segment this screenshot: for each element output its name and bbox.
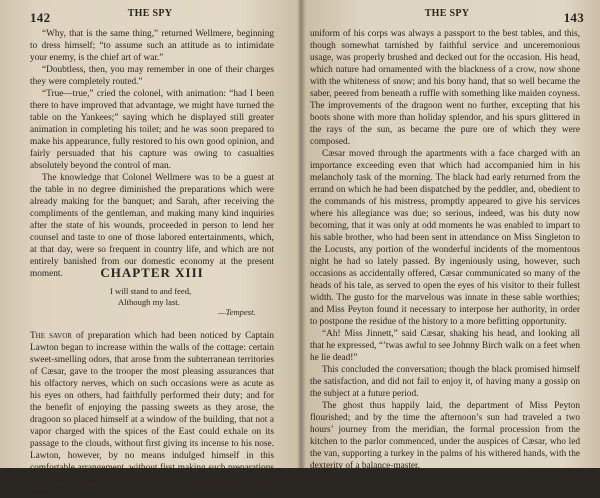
- epigraph-attribution: —Tempest.: [218, 307, 256, 317]
- paragraph-body: of preparation which had been noticed by Captain Lawton began to increase within the walls of the cottage: certain sweet-smelling odors, that arose from the subterranean territories of Cæsar, gave to the trooper the most pleasing assurances that his olfactory nerves, which on such occasions were as acute as his eyes on others, had faithfully performed their duty; and for the benefit of enjoying the passing sweets as they arose, the dragoon so placed himself at a window of the building, that not a vapor charged with the spices of the East could exhale on its passage to the clouds, without first giving its incense to his nose. Lawton, however, by no means indulged himself in this comfortable arrangement, without first making such preparations to do meet honor to the feast, as his scanty wardrobe would allow. The: [30, 331, 274, 497]
- paragraph: [30, 330, 274, 498]
- left-page-text-bottom: [30, 330, 274, 498]
- epigraph-line: I will stand to and feed,: [110, 286, 192, 296]
- paragraph: Cæsar moved through the apartments with a face charged with an importance exceeding even that which had accompanied him in his melancholy task of the morning. The black had early returned from the errand on which he had been dispatched by the peddler, and, obedient to the commands of his mistress, promptly appeared to give his services where his allegiance was due; so serious, indeed, was his duty now becoming, that it was only at odd moments he was enabled to impart to his sable brother, who had been sent in attendance on Miss Singleton to the Locusts, any portion of the wonderful incidents of the momentous night he had so lately passed. By ingeniously using, however, such occasions as accidentally offered, Cæsar communicated so many of the heads of his tale, as served to open the eyes of his visitor to their fullest width. The gusto for the marvelous was innate in these sable worthies; and Miss Peyton found it necessary to interpose her authority, in order to postpone the residue of the history to a more befitting opportunity.: [310, 149, 580, 327]
- left-page-number: 142: [30, 10, 51, 25]
- paragraph: The ghost thus happily laid, the department of Miss Peyton flourished; and by the time the afternoon’s sun had traveled a two hours’ journey from the meridian, the formal procession from the kitchen to the parlor commenced, under the auspices of Cæsar, who led the van, supporting a turkey in the palms of his withered hands, with the dexterity of a balance-master.: [310, 401, 580, 471]
- epigraph: [110, 286, 191, 308]
- paragraph-lead: The savor: [30, 331, 72, 341]
- paragraph: The knowledge that Colonel Wellmere was to be a guest at the table in no degree diminished the preparations which were already making for the banquet; and Sarah, after receiving the compliments of the gentleman, and making many kind inquiries after the state of his wounds, proceeded in person to lend her counsel and taste to one of those labored entertainments, which, at that day, were so frequent in country life, and which are not entirely banished from our domestic economy at the present moment.: [30, 173, 274, 279]
- paragraph: “Ah! Miss Jinnett,” said Cæsar, shaking his head, and looking all that he expressed, “’twas awful to see Johnny Birch walk on a feet when he lie dead!”: [310, 329, 580, 363]
- left-page-text-top: [30, 28, 274, 280]
- epigraph-line: Although my last.: [118, 297, 180, 307]
- right-page-text: [310, 28, 580, 472]
- paragraph: This concluded the conversation; though the black promised himself the satisfaction, and did not fail to enjoy it, of having many a gossip on the subject at a future period.: [310, 365, 580, 399]
- paragraph: “Why, that is the same thing,” returned Wellmere, beginning to dress himself; “to assume such an attitude as to intimidate your enemy, is the chief art of war.”: [30, 29, 274, 63]
- chapter-heading: CHAPTER XIII: [100, 265, 204, 280]
- paragraph: uniform of his corps was always a passport to the best tables, and this, though somewhat tarnished by faithful service and unceremonious usage, was properly brushed and decked out for the occasion. His head, which nature had ornamented with the blackness of a crow, now shone with the whiteness of snow; and his bony hand, that so well became the saber, peered from beneath a ruffle with something like maiden coyness. The improvements of the dragoon went no further, excepting that his boots shone with more than holiday splendor, and his spurs glittered in the rays of the sun, as became the pure ore of which they were composed.: [310, 29, 580, 147]
- right-running-head: THE SPY: [424, 8, 470, 19]
- right-page-number: 143: [563, 10, 584, 25]
- left-running-head: THE SPY: [127, 8, 173, 19]
- right-page: [302, 0, 600, 471]
- paragraph: “Doubtless, then, you may remember in one of their charges they were completely routed.”: [30, 65, 274, 87]
- paragraph: “True—true,” cried the colonel, with animation: “had I been there to have improved that advantage, we might have turned the table on the Yankees;” saying which he displayed still greater animation in completing his toilet; and he was soon prepared to make his appearance, fully restored to his own good opinion, and fairly persuaded that his capture was owing to casualties absolutely beyond the control of man.: [30, 89, 274, 171]
- left-page: [0, 0, 300, 497]
